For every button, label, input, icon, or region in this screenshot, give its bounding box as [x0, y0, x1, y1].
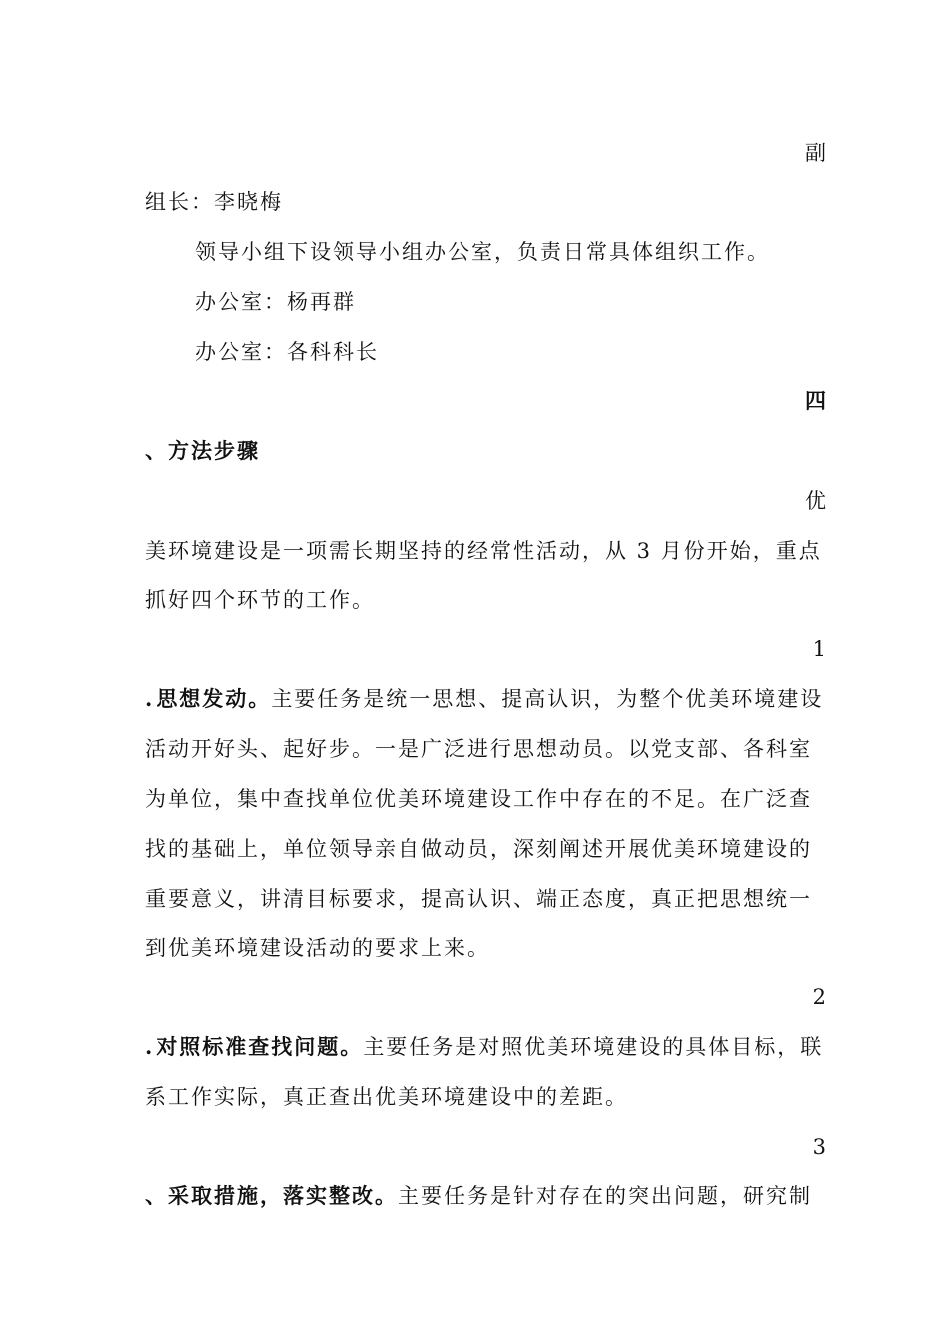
- step2-first-rest: 主要任务是对照优美环境建设的具体目标，联: [363, 1035, 824, 1059]
- step3-title: 、采取措施，落实整改。: [145, 1183, 398, 1208]
- office-description-line: 领导小组下设领导小组办公室，负责日常具体组织工作。: [195, 240, 770, 264]
- step1-line: 为单位，集中查找单位优美环境建设工作中存在的不足。在广泛查: [145, 787, 812, 811]
- section-title: 、方法步骤: [145, 438, 260, 463]
- step1-dot: .: [145, 686, 155, 711]
- deputy-leader-line: 组长：李晓梅: [145, 190, 283, 214]
- step3-first-line: [145, 1181, 812, 1211]
- intro-line-2: 抓好四个环节的工作。: [145, 588, 375, 612]
- step2-first-line: [145, 1032, 823, 1062]
- office-line-1: 办公室：杨再群: [195, 290, 356, 314]
- step1-line: 重要意义，讲清目标要求，提高认识、端正态度，真正把思想统一: [145, 887, 812, 911]
- intro-line-1: 美环境建设是一项需长期坚持的经常性活动，从 3 月份开始，重点: [145, 539, 822, 563]
- step2-dot: .: [145, 1034, 155, 1059]
- step3-first-rest: 主要任务是针对存在的突出问题，研究制: [398, 1184, 812, 1208]
- step1-line: 到优美环境建设活动的要求上来。: [145, 936, 490, 960]
- step1-first-line: [145, 684, 823, 714]
- step2-line: 系工作实际，真正查出优美环境建设中的差距。: [145, 1085, 628, 1109]
- step1-first-rest: 主要任务是统一思想、提高认识，为整个优美环境建设: [271, 687, 824, 711]
- office-line-2: 办公室：各科科长: [195, 340, 379, 364]
- step3-number: 3: [812, 1135, 828, 1159]
- step1-line: 找的基础上，单位领导亲自做动员，深刻阐述开展优美环境建设的: [145, 837, 812, 861]
- step1-title: 思想发动。: [156, 686, 272, 711]
- intro-start: 优: [805, 489, 828, 513]
- section-number: 四: [805, 388, 828, 413]
- step1-number: 1: [812, 637, 828, 661]
- step1-line: 活动开好头、起好步。一是广泛进行思想动员。以党支部、各科室: [145, 737, 812, 761]
- step2-title: 对照标准查找问题。: [156, 1034, 364, 1059]
- step2-number: 2: [812, 985, 828, 1009]
- leader-role-fragment: 副: [805, 141, 828, 165]
